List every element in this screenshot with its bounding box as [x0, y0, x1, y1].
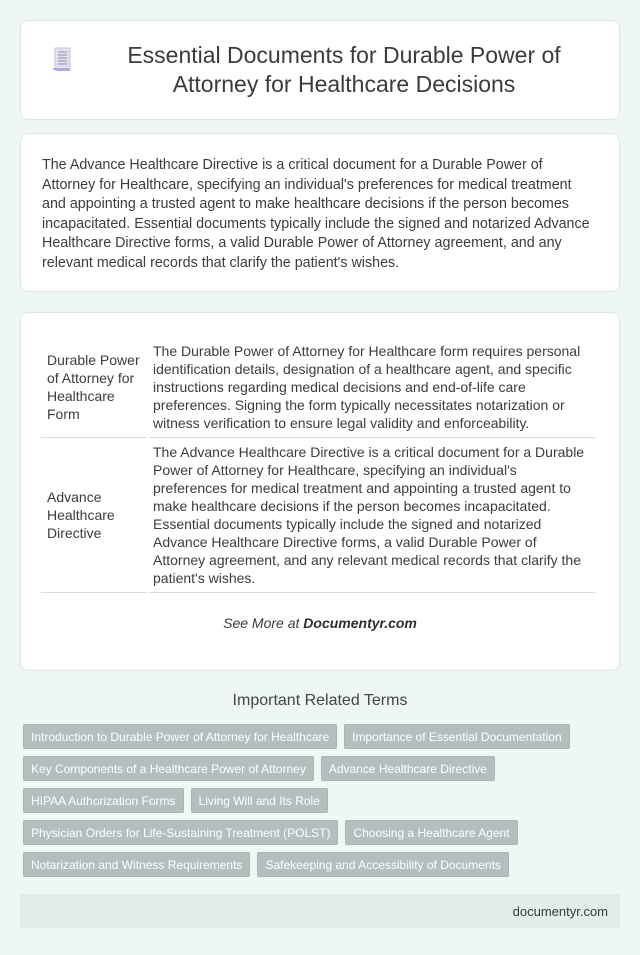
related-term-tag[interactable]: Physician Orders for Life-Sustaining Treatment (POLST) — [23, 820, 338, 845]
intro-text: The Advance Healthcare Directive is a critical document for a Durable Power of Attorney for Healthcare, specifying an individual's preferences for medical treatment and appointing a trusted agent to make healthcare decisions if the person becomes incapacitated. Essential documents typically include the signed and notarized Advance Healthcare Directive forms, a valid Durable Power of Attorney agreement, and any relevant medical records that clarify the patient's wishes. — [42, 157, 590, 271]
intro-card — [20, 133, 620, 292]
document-icon — [51, 47, 73, 73]
related-term-tag[interactable]: Living Will and Its Role — [191, 788, 328, 813]
related-term-tag[interactable]: Choosing a Healthcare Agent — [345, 820, 517, 845]
table-description: The Advance Healthcare Directive is a critical document for a Durable Power of Attorney for Healthcare, specifying an individual's preferences for medical treatment and appointing a trusted agent to make healthcare decisions if the person becomes incapacitated. Essential documents typically include the signed and notarized Advance Healthcare Directive forms, a valid Durable Power of Attorney agreement, and any relevant medical records that clarify the patient's wishes. — [149, 438, 595, 593]
table-term: Durable Power of Attorney for Healthcare Form — [41, 337, 147, 438]
header — [51, 41, 589, 99]
documents-table-card — [20, 312, 620, 671]
table-term: Advance Healthcare Directive — [41, 438, 147, 593]
page-title: Essential Documents for Durable Power of Attorney for Healthcare Decisions — [127, 42, 561, 97]
see-more-link[interactable]: Documentyr.com — [303, 615, 417, 631]
related-term-tag[interactable]: Importance of Essential Documentation — [344, 724, 569, 749]
related-term-tag[interactable]: Safekeeping and Accessibility of Documents — [257, 852, 508, 877]
table-row — [41, 337, 595, 438]
see-more — [41, 615, 599, 631]
related-term-tag[interactable]: Introduction to Durable Power of Attorney for Healthcare — [23, 724, 337, 749]
related-terms-list — [20, 724, 620, 884]
related-term-tag[interactable]: Advance Healthcare Directive — [321, 756, 495, 781]
see-more-prefix: See More at — [223, 615, 304, 631]
footer — [20, 894, 620, 928]
related-terms-title: Important Related Terms — [232, 692, 408, 709]
related-term-tag[interactable]: Key Components of a Healthcare Power of Attorney — [23, 756, 314, 781]
related-term-tag[interactable]: Notarization and Witness Requirements — [23, 852, 250, 877]
header-card — [20, 20, 620, 120]
related-term-tag[interactable]: HIPAA Authorization Forms — [23, 788, 184, 813]
documents-table — [39, 337, 597, 593]
table-description: The Durable Power of Attorney for Healthcare form requires personal identification details, designation of a healthcare agent, and specific instructions regarding medical decisions and end-of-life care preferences. Signing the form typically necessitates notarization or witness verification to ensure legal validity and enforceability. — [149, 337, 595, 438]
footer-site[interactable]: documentyr.com — [512, 903, 608, 919]
table-row — [41, 438, 595, 593]
